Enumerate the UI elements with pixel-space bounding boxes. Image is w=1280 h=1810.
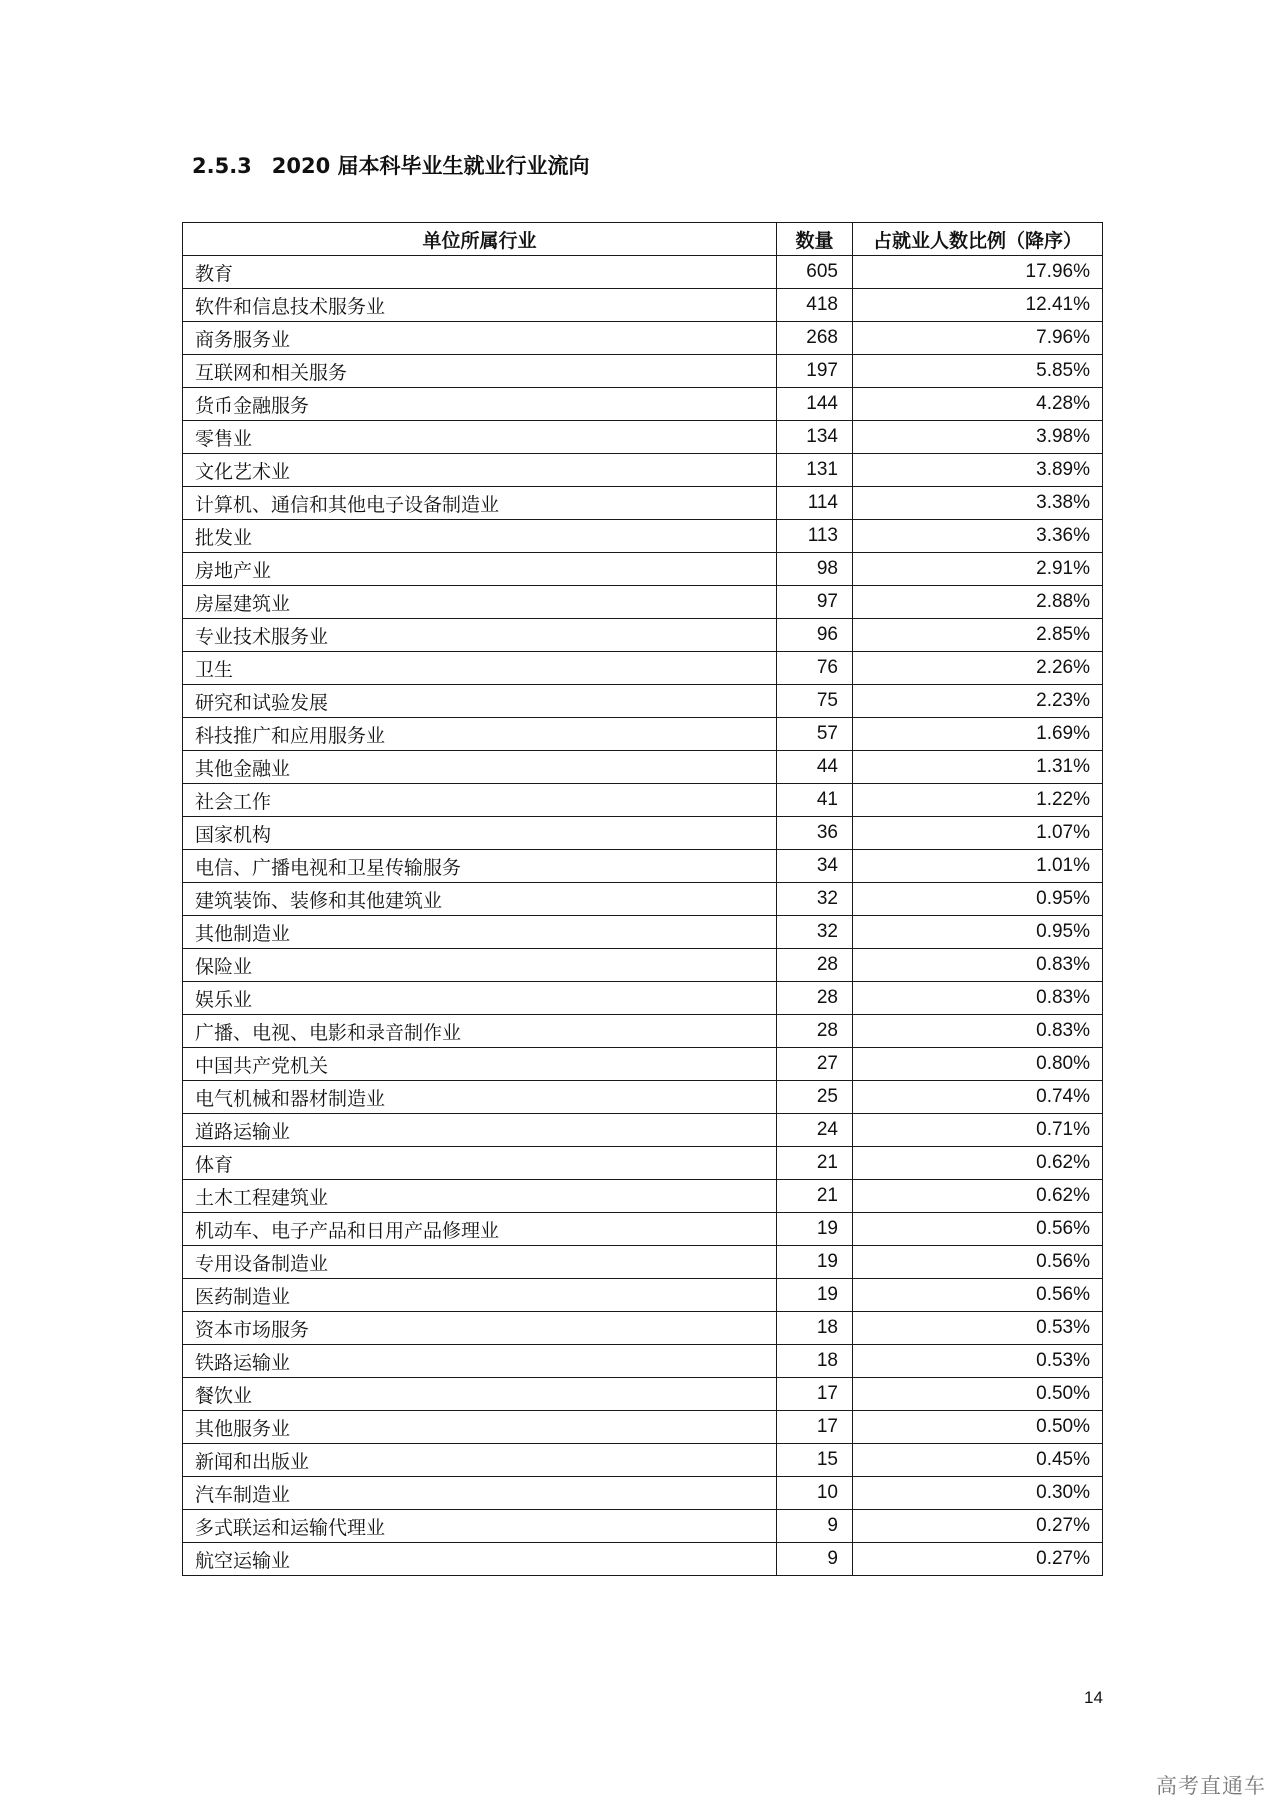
watermark: 高考直通车	[1156, 1774, 1266, 1798]
table-row	[183, 1246, 1103, 1279]
table-body	[183, 256, 1103, 1576]
cell-count: 19	[777, 1279, 853, 1312]
cell-ratio: 12.41%	[853, 289, 1103, 322]
cell-count: 605	[777, 256, 853, 289]
table-row	[183, 1147, 1103, 1180]
cell-ratio: 7.96%	[853, 322, 1103, 355]
cell-industry: 房屋建筑业	[183, 586, 777, 619]
cell-industry: 体育	[183, 1147, 777, 1180]
table-row	[183, 454, 1103, 487]
cell-industry: 汽车制造业	[183, 1477, 777, 1510]
cell-count: 21	[777, 1147, 853, 1180]
table-row	[183, 850, 1103, 883]
table-row	[183, 685, 1103, 718]
table-row	[183, 289, 1103, 322]
cell-industry: 科技推广和应用服务业	[183, 718, 777, 751]
table-row	[183, 1345, 1103, 1378]
cell-ratio: 2.23%	[853, 685, 1103, 718]
cell-count: 144	[777, 388, 853, 421]
cell-ratio: 0.53%	[853, 1312, 1103, 1345]
cell-ratio: 3.98%	[853, 421, 1103, 454]
cell-industry: 教育	[183, 256, 777, 289]
cell-industry: 娱乐业	[183, 982, 777, 1015]
cell-industry: 软件和信息技术服务业	[183, 289, 777, 322]
cell-count: 24	[777, 1114, 853, 1147]
cell-ratio: 0.27%	[853, 1543, 1103, 1576]
cell-ratio: 0.27%	[853, 1510, 1103, 1543]
table-row	[183, 586, 1103, 619]
cell-ratio: 0.53%	[853, 1345, 1103, 1378]
cell-industry: 新闻和出版业	[183, 1444, 777, 1477]
cell-industry: 社会工作	[183, 784, 777, 817]
table-row	[183, 751, 1103, 784]
cell-industry: 卫生	[183, 652, 777, 685]
cell-ratio: 1.07%	[853, 817, 1103, 850]
cell-ratio: 0.62%	[853, 1147, 1103, 1180]
cell-ratio: 0.50%	[853, 1378, 1103, 1411]
table-row	[183, 355, 1103, 388]
cell-ratio: 2.26%	[853, 652, 1103, 685]
cell-count: 36	[777, 817, 853, 850]
cell-ratio: 0.45%	[853, 1444, 1103, 1477]
table-row	[183, 817, 1103, 850]
cell-ratio: 2.88%	[853, 586, 1103, 619]
cell-industry: 多式联运和运输代理业	[183, 1510, 777, 1543]
cell-count: 18	[777, 1312, 853, 1345]
cell-ratio: 0.30%	[853, 1477, 1103, 1510]
cell-industry: 电信、广播电视和卫星传输服务	[183, 850, 777, 883]
cell-count: 32	[777, 883, 853, 916]
cell-count: 114	[777, 487, 853, 520]
header-ratio: 占就业人数比例（降序）	[853, 223, 1103, 256]
cell-industry: 机动车、电子产品和日用产品修理业	[183, 1213, 777, 1246]
cell-ratio: 0.56%	[853, 1246, 1103, 1279]
cell-ratio: 0.56%	[853, 1213, 1103, 1246]
table-row	[183, 1048, 1103, 1081]
cell-count: 75	[777, 685, 853, 718]
cell-industry: 医药制造业	[183, 1279, 777, 1312]
cell-industry: 电气机械和器材制造业	[183, 1081, 777, 1114]
table-row	[183, 1114, 1103, 1147]
cell-count: 418	[777, 289, 853, 322]
table-row	[183, 1411, 1103, 1444]
cell-count: 10	[777, 1477, 853, 1510]
table-row	[183, 1543, 1103, 1576]
cell-industry: 餐饮业	[183, 1378, 777, 1411]
section-title: 2020 届本科毕业生就业行业流向	[271, 154, 590, 178]
table-row	[183, 1081, 1103, 1114]
cell-count: 96	[777, 619, 853, 652]
cell-count: 18	[777, 1345, 853, 1378]
cell-ratio: 0.74%	[853, 1081, 1103, 1114]
cell-industry: 资本市场服务	[183, 1312, 777, 1345]
cell-ratio: 0.50%	[853, 1411, 1103, 1444]
cell-count: 98	[777, 553, 853, 586]
cell-industry: 批发业	[183, 520, 777, 553]
cell-count: 27	[777, 1048, 853, 1081]
cell-ratio: 4.28%	[853, 388, 1103, 421]
cell-ratio: 0.56%	[853, 1279, 1103, 1312]
cell-industry: 专业技术服务业	[183, 619, 777, 652]
cell-ratio: 0.83%	[853, 982, 1103, 1015]
cell-industry: 道路运输业	[183, 1114, 777, 1147]
cell-ratio: 0.71%	[853, 1114, 1103, 1147]
cell-count: 113	[777, 520, 853, 553]
table-row	[183, 784, 1103, 817]
cell-industry: 中国共产党机关	[183, 1048, 777, 1081]
cell-industry: 其他金融业	[183, 751, 777, 784]
table-row	[183, 1279, 1103, 1312]
table-row	[183, 982, 1103, 1015]
cell-count: 197	[777, 355, 853, 388]
section-number: 2.5.3	[192, 154, 252, 178]
cell-count: 28	[777, 1015, 853, 1048]
cell-count: 25	[777, 1081, 853, 1114]
cell-ratio: 1.69%	[853, 718, 1103, 751]
cell-count: 17	[777, 1411, 853, 1444]
cell-industry: 铁路运输业	[183, 1345, 777, 1378]
table-header-row	[183, 223, 1103, 256]
cell-count: 268	[777, 322, 853, 355]
cell-count: 32	[777, 916, 853, 949]
cell-industry: 广播、电视、电影和录音制作业	[183, 1015, 777, 1048]
cell-count: 131	[777, 454, 853, 487]
cell-ratio: 1.31%	[853, 751, 1103, 784]
cell-industry: 其他服务业	[183, 1411, 777, 1444]
cell-industry: 航空运输业	[183, 1543, 777, 1576]
cell-industry: 土木工程建筑业	[183, 1180, 777, 1213]
table-row	[183, 421, 1103, 454]
cell-industry: 文化艺术业	[183, 454, 777, 487]
table-row	[183, 553, 1103, 586]
cell-count: 9	[777, 1510, 853, 1543]
cell-count: 44	[777, 751, 853, 784]
header-industry: 单位所属行业	[183, 223, 777, 256]
table-row	[183, 949, 1103, 982]
cell-ratio: 0.95%	[853, 916, 1103, 949]
cell-ratio: 3.89%	[853, 454, 1103, 487]
cell-ratio: 0.83%	[853, 949, 1103, 982]
table-row	[183, 1312, 1103, 1345]
cell-industry: 零售业	[183, 421, 777, 454]
industry-table	[182, 222, 1103, 1576]
table-row	[183, 619, 1103, 652]
table-row	[183, 388, 1103, 421]
cell-ratio: 0.62%	[853, 1180, 1103, 1213]
cell-ratio: 0.83%	[853, 1015, 1103, 1048]
table-row	[183, 1444, 1103, 1477]
table-row	[183, 520, 1103, 553]
table-row	[183, 1378, 1103, 1411]
cell-ratio: 3.36%	[853, 520, 1103, 553]
cell-count: 28	[777, 949, 853, 982]
table-row	[183, 1180, 1103, 1213]
cell-ratio: 0.95%	[853, 883, 1103, 916]
cell-industry: 货币金融服务	[183, 388, 777, 421]
cell-count: 97	[777, 586, 853, 619]
cell-ratio: 2.85%	[853, 619, 1103, 652]
cell-count: 9	[777, 1543, 853, 1576]
cell-industry: 保险业	[183, 949, 777, 982]
cell-ratio: 5.85%	[853, 355, 1103, 388]
cell-count: 57	[777, 718, 853, 751]
table-row	[183, 1477, 1103, 1510]
cell-industry: 研究和试验发展	[183, 685, 777, 718]
cell-industry: 其他制造业	[183, 916, 777, 949]
cell-industry: 计算机、通信和其他电子设备制造业	[183, 487, 777, 520]
cell-count: 17	[777, 1378, 853, 1411]
table-row	[183, 487, 1103, 520]
table-row	[183, 1213, 1103, 1246]
cell-industry: 互联网和相关服务	[183, 355, 777, 388]
table-row	[183, 1015, 1103, 1048]
cell-count: 34	[777, 850, 853, 883]
cell-count: 28	[777, 982, 853, 1015]
cell-industry: 房地产业	[183, 553, 777, 586]
table-row	[183, 322, 1103, 355]
table-row	[183, 916, 1103, 949]
cell-ratio: 3.38%	[853, 487, 1103, 520]
cell-count: 134	[777, 421, 853, 454]
cell-count: 19	[777, 1246, 853, 1279]
header-count: 数量	[777, 223, 853, 256]
cell-count: 41	[777, 784, 853, 817]
table-row	[183, 1510, 1103, 1543]
cell-industry: 建筑装饰、装修和其他建筑业	[183, 883, 777, 916]
section-heading	[192, 150, 590, 180]
table-row	[183, 718, 1103, 751]
cell-ratio: 1.01%	[853, 850, 1103, 883]
cell-count: 15	[777, 1444, 853, 1477]
cell-count: 21	[777, 1180, 853, 1213]
table-row	[183, 883, 1103, 916]
table-row	[183, 256, 1103, 289]
page-number: 14	[1084, 1688, 1103, 1707]
cell-industry: 专用设备制造业	[183, 1246, 777, 1279]
cell-count: 76	[777, 652, 853, 685]
cell-ratio: 1.22%	[853, 784, 1103, 817]
cell-ratio: 17.96%	[853, 256, 1103, 289]
cell-industry: 商务服务业	[183, 322, 777, 355]
cell-ratio: 0.80%	[853, 1048, 1103, 1081]
cell-count: 19	[777, 1213, 853, 1246]
table-row	[183, 652, 1103, 685]
cell-ratio: 2.91%	[853, 553, 1103, 586]
cell-industry: 国家机构	[183, 817, 777, 850]
